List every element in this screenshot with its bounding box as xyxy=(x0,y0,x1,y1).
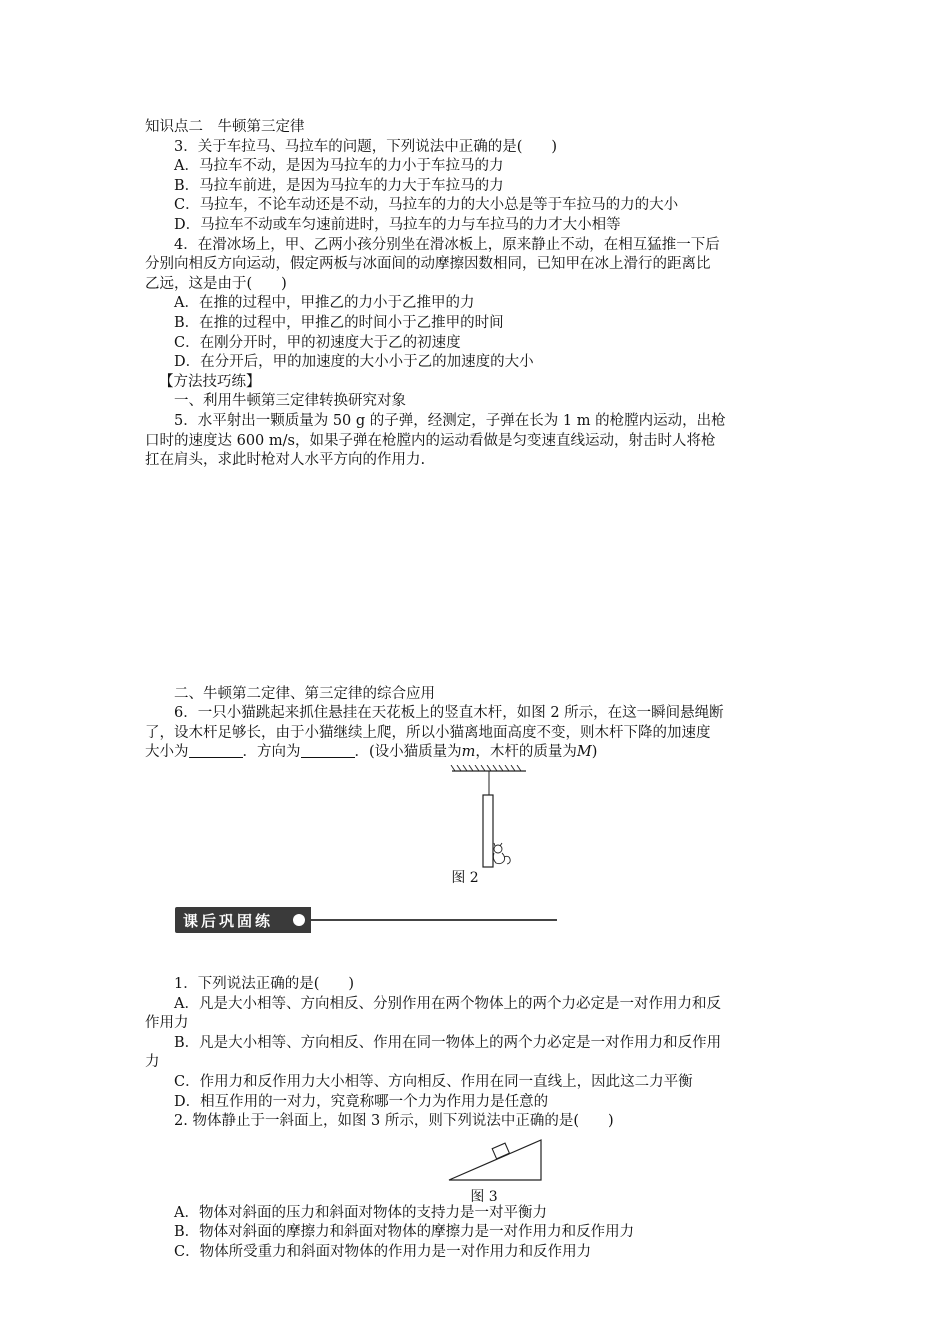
hw-question-1-stem: 1．下列说法正确的是( ) xyxy=(174,976,355,993)
question-4-option-c: C．在刚分开时，甲的初速度大于乙的初速度 xyxy=(174,334,461,351)
methods-header: 【方法技巧练】 xyxy=(159,373,261,390)
question-3-option-b: B．马拉车前进，是因为马拉车的力大于车拉马的力 xyxy=(174,177,504,194)
q6-text-e: ) xyxy=(591,744,598,761)
banner-divider xyxy=(311,919,557,921)
var-m: m xyxy=(461,744,476,761)
hw-question-1-option-b-line1: B．凡是大小相等、方向相反、作用在同一物体上的两个力必定是一对作用力和反作用 xyxy=(174,1034,722,1051)
question-4-stem-line2: 分别向相反方向运动，假定两板与冰面间的动摩擦因数相同，已知甲在冰上滑行的距离比 xyxy=(145,256,711,273)
question-5-line1: 5．水平射出一颗质量为 50 g 的子弹，经测定，子弹在长为 1 m 的枪膛内运动，出枪 xyxy=(174,412,726,429)
hw-question-1-option-d: D．相互作用的一对力，究竟称哪一个力为作用力是任意的 xyxy=(174,1093,549,1110)
question-3-stem: 3．关于车拉马、马拉车的问题，下列说法中正确的是( ) xyxy=(174,138,558,155)
hw-question-1-option-b-line2: 力 xyxy=(145,1054,160,1071)
section-title: 知识点二 牛顿第三定律 xyxy=(145,119,305,135)
answer-space xyxy=(145,471,815,685)
question-4-option-a: A．在推的过程中，甲推乙的力小于乙推甲的力 xyxy=(174,295,475,312)
question-4-stem-line1: 4．在滑冰场上，甲、乙两小孩分别坐在滑冰板上，原来静止不动，在相互猛推一下后 xyxy=(174,236,720,253)
document-page xyxy=(145,118,815,1263)
figure-3 xyxy=(145,1136,815,1204)
hw-question-1-option-a-line2: 作用力 xyxy=(145,1015,189,1032)
q6-text-b: ．方向为 xyxy=(242,744,301,761)
q6-text-a: 大小为 xyxy=(145,744,189,761)
question-4-option-d: D．在分开后，甲的加速度的大小小于乙的加速度的大小 xyxy=(174,354,534,371)
var-M: M xyxy=(576,744,592,761)
hw-question-2-option-c: C．物体所受重力和斜面对物体的作用力是一对作用力和反作用力 xyxy=(174,1244,592,1260)
question-6-line1: 6．一只小猫跳起来抓住悬挂在天花板上的竖直木杆，如图 2 所示，在这一瞬间悬绳断 xyxy=(174,705,724,722)
cat-figure xyxy=(493,843,510,864)
methods-subheading-1: 一、利用牛顿第三定律转换研究对象 xyxy=(174,393,406,410)
question-4-option-b: B．在推的过程中，甲推乙的时间小于乙推甲的时间 xyxy=(174,314,504,331)
question-3-option-d: D．马拉车不动或车匀速前进时，马拉车的力与车拉马的力才大小相等 xyxy=(174,216,621,233)
banner-dot-icon xyxy=(293,914,305,926)
hw-question-1-option-c: C．作用力和反作用力大小相等、方向相反、作用在同一直线上，因此这二力平衡 xyxy=(174,1074,693,1091)
question-6-line2: 了，设木杆足够长，由于小猫继续上爬，所以小猫离地面高度不变，则木杆下降的加速度 xyxy=(145,724,711,741)
figure-2-caption: 图 2 xyxy=(451,870,479,887)
question-5-line2: 口时的速度达 600 m/s，如果子弹在枪膛内的运动看做是匀变速直线运动，射击时人将枪 xyxy=(145,432,716,449)
question-5-line3: 扛在肩头，求此时枪对人水平方向的作用力. xyxy=(145,452,426,469)
section-banner xyxy=(145,907,815,939)
hw-question-2-option-b: B．物体对斜面的摩擦力和斜面对物体的摩擦力是一对作用力和反作用力 xyxy=(174,1224,635,1241)
answer-blank-direction[interactable] xyxy=(301,743,355,758)
figure-2-diagram xyxy=(145,765,815,869)
question-3-option-a: A．马拉车不动，是因为马拉车的力小于车拉马的力 xyxy=(174,158,504,175)
figure-3-diagram xyxy=(145,1136,815,1188)
figure-3-caption: 图 3 xyxy=(470,1188,498,1205)
hw-question-1-option-a-line1: A．凡是大小相等、方向相反、分别作用在两个物体上的两个力必定是一对作用力和反 xyxy=(174,995,721,1012)
question-3-option-c: C．马拉车，不论车动还是不动，马拉车的力的大小总是等于车拉马的力的大小 xyxy=(174,197,679,214)
figure-2 xyxy=(145,765,815,889)
q6-text-c: ．(设小猫质量为 xyxy=(354,744,462,761)
banner-box xyxy=(175,907,311,933)
block-on-incline xyxy=(492,1143,509,1159)
question-6-line3 xyxy=(145,743,815,763)
hw-question-2-stem: 2. 物体静止于一斜面上，如图 3 所示，则下列说法中正确的是( ) xyxy=(174,1113,614,1130)
q6-text-d: ，木杆的质量为 xyxy=(475,744,577,761)
methods-subheading-2: 二、牛顿第二定律、第三定律的综合应用 xyxy=(174,685,435,702)
answer-blank-magnitude[interactable] xyxy=(189,743,243,758)
hw-question-2-option-a: A．物体对斜面的压力和斜面对物体的支持力是一对平衡力 xyxy=(174,1204,547,1221)
question-4-stem-line3: 乙远，这是由于( ) xyxy=(145,275,287,292)
banner-label: 课后巩固练 xyxy=(183,912,274,931)
